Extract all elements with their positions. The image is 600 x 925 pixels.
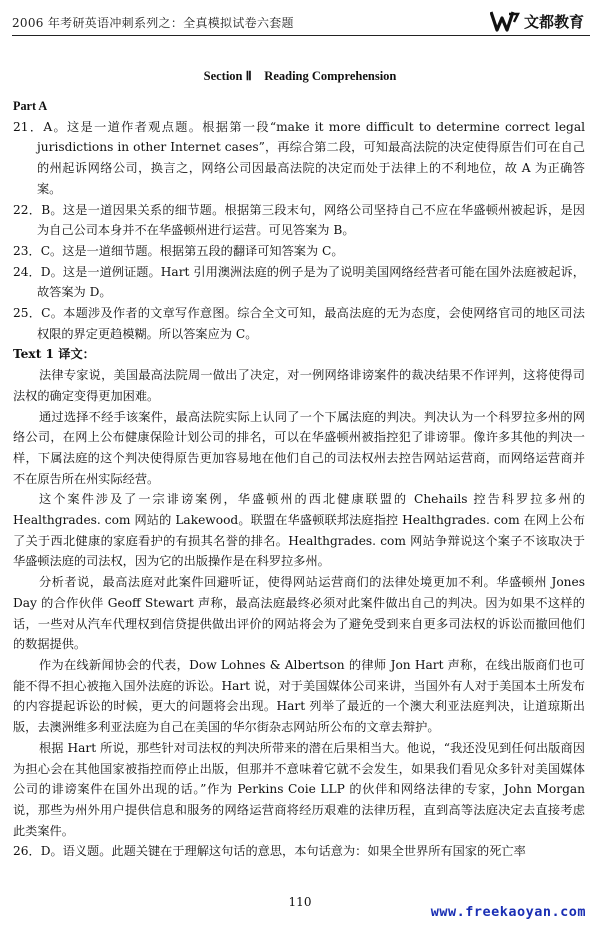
answer-item: 21．A。这是一道作者观点题。根据第一段“make it more difficult to determine correct legal jurisdictions in other Internet cases”，再综合第二段，可知最高法院的决定使得原告们可在自己的州起诉网络公司，换言之，网络公司因最高法院的决定而处于法律上的不利地位，故 A 为正确答案。: [13, 119, 585, 196]
translation-paragraph: 这个案件涉及了一宗诽谤案例，华盛顿州的西北健康联盟的 Chehails 控告科罗拉多州的 Healthgrades. com 网站的 Lakewood。联盟在华盛顿联邦法庭指控 Healthgrades. com 在网上公布了关于西北健康的家庭看护的有损其名誉的排名。Healthgrades. com 网站争辩说这个案子不该取决于华盛顿法庭的司法权，因为它的出版操作是在科罗拉多州。: [13, 492, 585, 569]
wendu-logo-icon: [490, 10, 520, 32]
page-header: [12, 6, 590, 36]
answer-item: 26．D。语义题。此题关键在于理解这句话的意思，本句话意为：如果全世界所有国家的死亡率: [13, 844, 526, 859]
section-title: Section Ⅱ Reading Comprehension: [203, 69, 397, 83]
translation-paragraph: 根据 Hart 所说，那些针对司法权的判决所带来的潜在后果相当大。他说，“我还没见到任何出版商因为担心会在其他国家被指控而停止出版，但那并不意味着它就不会发生，如果我们看见众多针对美国媒体公司的诽谤案件在国外出现的话。”作为 Perkins Coie LLP 的伙伴和网络法律的专家，John Morgan 说，那些为州外用户提供信息和服务的网络运营商将经历艰难的法律历程，直到高等法庭决定去直接考虑此类案件。: [13, 740, 585, 838]
answer-item: 25．C。本题涉及作者的文章写作意图。综合全文可知，最高法庭的无为态度，会使网络官司的地区司法权限的界定更趋模糊。所以答案应为 C。: [13, 306, 585, 341]
translation-paragraph: 作为在线新闻协会的代表，Dow Lohnes & Albertson 的律师 Jon Hart 声称，在线出版商们也可能不得不担心被拖入国外法庭的诉讼。Hart 说，对于美国媒体公司来讲，当国外有人对于美国本土所发布的内容提起诉讼的时候，更大的问题将会出现。Hart 列举了最近的一个澳大利亚法庭判决，让道琼斯出版，去澳洲维多利亚法庭为自己在美国的华尔街杂志网站所公布的文章去辩护。: [13, 657, 585, 735]
logo-text: 文都教育: [523, 12, 584, 31]
part-label: Part A: [13, 99, 48, 113]
page-body: [13, 96, 585, 862]
answer-item: 23．C。这是一道细节题。根据第五段的翻译可知答案为 C。: [13, 243, 344, 258]
translation-paragraph: 法律专家说，美国最高法院周一做出了决定，对一例网络诽谤案件的裁决结果不作评判，这将使得司法权的确定变得更加困难。: [13, 368, 585, 403]
answer-item: 22．B。这是一道因果关系的细节题。根据第三段末句，网络公司坚持自己不应在华盛顿州被起诉，是因为自己公司本身并不在华盛顿州进行运营。可见答案为 B。: [13, 202, 585, 238]
text1-translation-label: Text 1 译文：: [13, 347, 95, 362]
header-title: 2006 年考研英语冲刺系列之：全真模拟试卷六套题: [12, 16, 294, 30]
footer-url[interactable]: www.freekaoyan.com: [430, 904, 586, 920]
answer-item: 24．D。这是一道例证题。Hart 引用澳洲法庭的例子是为了说明美国网络经营者可能在国外法庭被起诉，故答案为 D。: [13, 264, 585, 300]
translation-paragraph: 通过选择不经手该案件，最高法院实际上认同了一个下属法庭的判决。判决认为一个科罗拉多州的网络公司，在网上公布健康保险计划公司的排名，可以在华盛顿州被指控犯了诽谤罪。像许多其他的判决一样，下属法庭的这个判决使得原告更加容易地在他们自己的司法权州去控告网站运营商，而网络运营商并不在原告所在州实际经营。: [13, 409, 585, 486]
translation-paragraph: 分析者说，最高法庭对此案件回避听证，使得网站运营商们的法律处境更加不利。华盛顿州 Jones Day 的合作伙伴 Geoff Stewart 声称，最高法庭最终必须对此案件做出自己的判决。因为如果不这样的话，一些对从汽车代理权到信贷提供做出评价的网站将会为了避免受到来自更多司法权的诉讼而撤回他们的数据提供。: [13, 575, 585, 652]
header-divider: [12, 35, 590, 36]
page-number: 110: [288, 895, 312, 909]
publisher-logo: [490, 8, 584, 34]
